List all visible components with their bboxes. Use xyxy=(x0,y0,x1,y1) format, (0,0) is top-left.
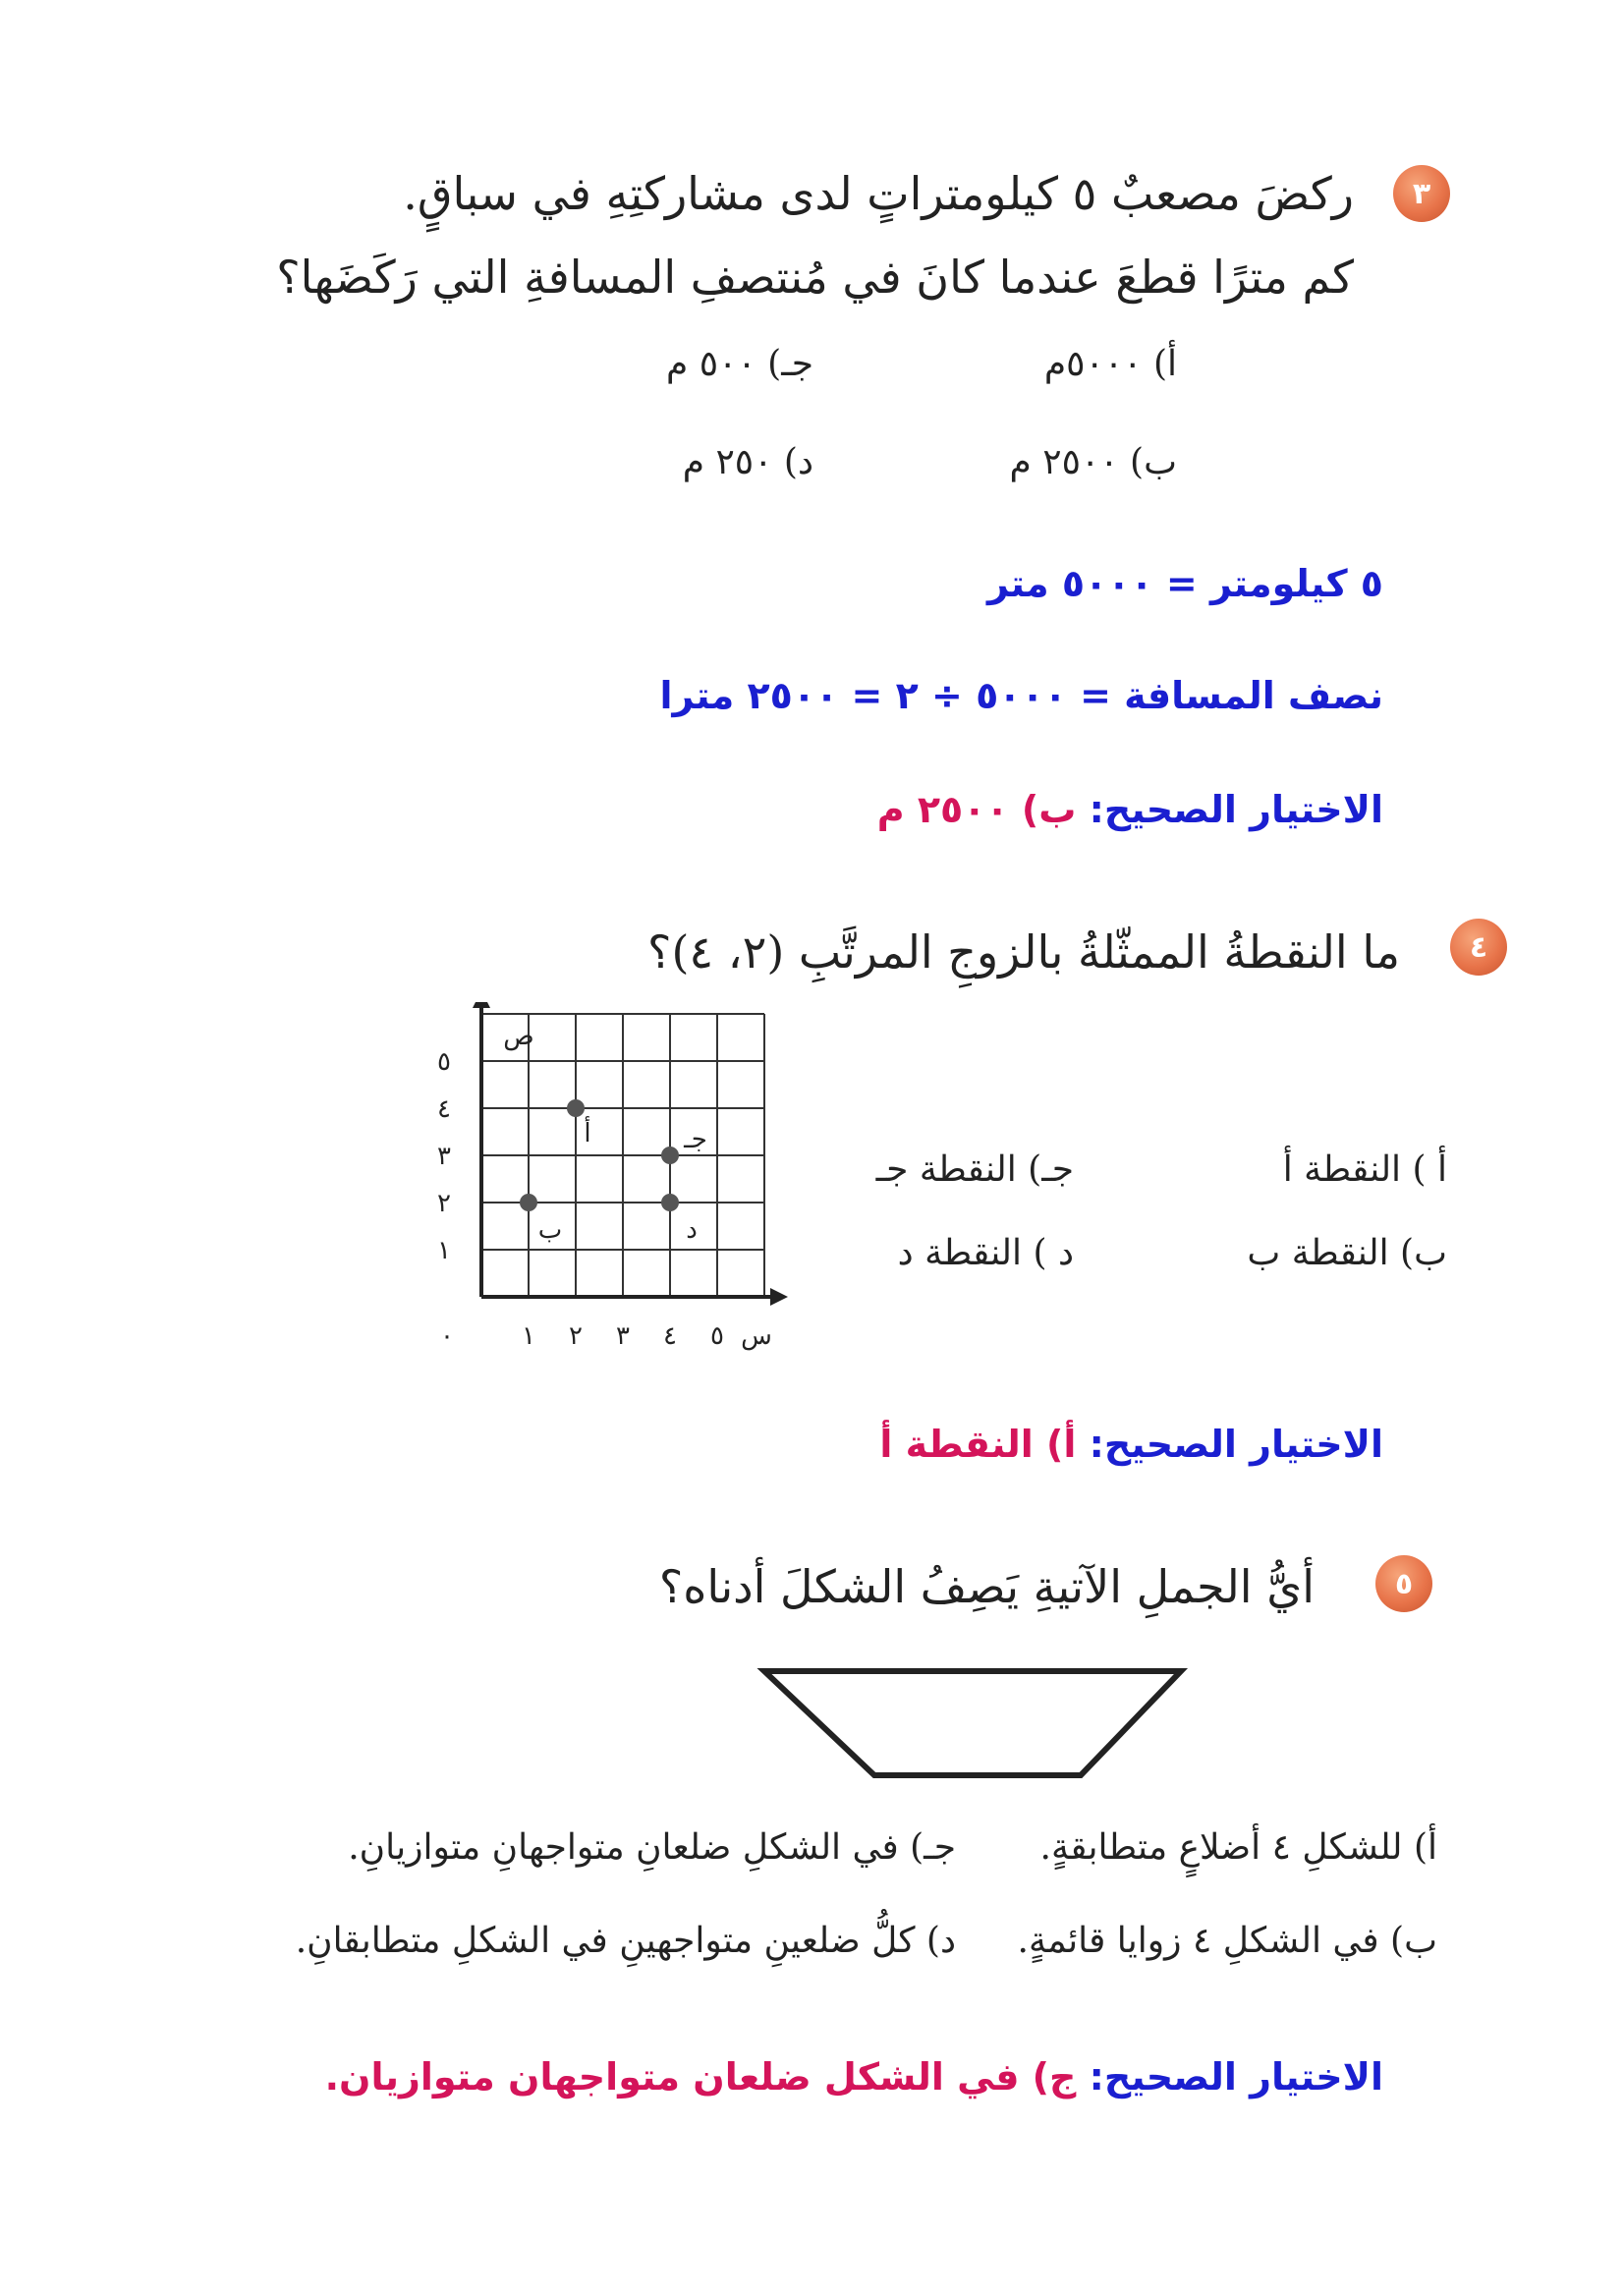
q4-option-a[interactable]: أ ) النقطة أ xyxy=(1282,1149,1447,1190)
q5-option-a[interactable]: أ) للشكلِ ٤ أضلاعٍ متطابقةٍ. xyxy=(1039,1827,1437,1868)
q5-option-b[interactable]: ب) في الشكلِ ٤ زوايا قائمةٍ. xyxy=(1017,1921,1437,1961)
q3-answer-label: الاختيار الصحيح: xyxy=(1089,788,1383,831)
x-tick-label: ٣ xyxy=(616,1321,630,1351)
q4-option-d[interactable]: د ) النقطة د xyxy=(897,1233,1074,1273)
q5-answer-label: الاختيار الصحيح: xyxy=(1089,2055,1383,2099)
grid-point xyxy=(661,1147,679,1164)
q4-option-b[interactable]: ب) النقطة ب xyxy=(1247,1233,1447,1273)
y-tick-label: ٣ xyxy=(437,1142,451,1171)
question-3-line-1: ركضَ مصعبٌ ٥ كيلومتراتٍ لدى مشاركتِهِ في سباقٍ. xyxy=(403,167,1354,220)
x-tick-label: ١ xyxy=(522,1321,535,1351)
x-tick-label: ٤ xyxy=(663,1321,677,1351)
q4-answer-value: أ) النقطة أ xyxy=(879,1423,1077,1466)
grid-point-label: ب xyxy=(537,1215,563,1245)
x-axis-arrow xyxy=(770,1288,788,1306)
q3-solution-step-2: نصف المسافة = ٥٠٠٠ ÷ ٢ = ٢٥٠٠ مترا xyxy=(659,674,1383,717)
q3-correct-answer xyxy=(877,788,1383,831)
grid-point xyxy=(661,1194,679,1211)
question-3-line-2: كم مترًا قطعَ عندما كانَ في مُنتصفِ المسافةِ التي رَكَضَها؟ xyxy=(276,251,1354,304)
y-tick-label: ٤ xyxy=(437,1094,451,1124)
grid-point-label: أ xyxy=(584,1119,591,1148)
q3-solution-step-1: ٥ كيلومتر = ٥٠٠٠ متر xyxy=(986,562,1383,605)
x-tick-label: ٠ xyxy=(440,1321,454,1351)
question-3-number-badge: ٣ xyxy=(1393,165,1450,222)
q3-answer-value: ب) ٢٥٠٠ م xyxy=(876,788,1077,831)
grid-point xyxy=(520,1194,537,1211)
q4-option-c[interactable]: جـ) النقطة جـ xyxy=(875,1149,1074,1190)
q5-option-c[interactable]: جـ) في الشكلِ ضلعانِ متواجهانِ متوازيانِ. xyxy=(348,1827,956,1868)
y-axis-label: ص xyxy=(503,1022,534,1051)
q3-option-a[interactable]: أ) ٥٠٠٠م xyxy=(1043,344,1177,384)
question-4-text: ما النقطةُ الممثّلةُ بالزوجِ المرتَّبِ (٢، ٤)؟ xyxy=(647,925,1400,979)
question-5-text: أيُّ الجملِ الآتيةِ يَصِفُ الشكلَ أدناه؟ xyxy=(658,1560,1315,1613)
q4-answer-label: الاختيار الصحيح: xyxy=(1089,1423,1383,1466)
y-tick-label: ١ xyxy=(437,1236,451,1265)
question-5-number-badge: ٥ xyxy=(1375,1555,1432,1612)
y-axis-arrow xyxy=(473,1002,490,1008)
grid-point-label: جـ xyxy=(684,1125,707,1154)
grid-point xyxy=(567,1099,585,1117)
y-tick-label: ٥ xyxy=(437,1047,451,1077)
grid-lines xyxy=(481,1014,764,1297)
question-4-number-badge: ٤ xyxy=(1450,919,1507,976)
q3-option-d[interactable]: د) ٢٥٠ م xyxy=(682,442,813,482)
grid-points xyxy=(520,1099,707,1245)
trapezoid-figure xyxy=(756,1665,1189,1788)
x-tick-label: ٥ xyxy=(710,1321,724,1351)
q4-correct-answer xyxy=(879,1423,1383,1466)
y-tick-label: ٢ xyxy=(437,1189,451,1218)
coordinate-grid xyxy=(422,1002,796,1356)
q5-answer-value: ج) في الشكل ضلعان متواجهان متوازيان. xyxy=(324,2055,1077,2099)
q5-option-d[interactable]: د) كلُّ ضلعينِ متواجهينِ في الشكلِ متطابقانِ. xyxy=(295,1921,956,1961)
q5-correct-answer xyxy=(325,2055,1383,2099)
x-tick-label: ٢ xyxy=(569,1321,583,1351)
x-axis-label: س xyxy=(741,1321,772,1351)
q3-option-c[interactable]: جـ) ٥٠٠ م xyxy=(665,344,813,384)
grid-point-label: د xyxy=(686,1215,698,1245)
q3-option-b[interactable]: ب) ٢٥٠٠ م xyxy=(1009,442,1177,482)
